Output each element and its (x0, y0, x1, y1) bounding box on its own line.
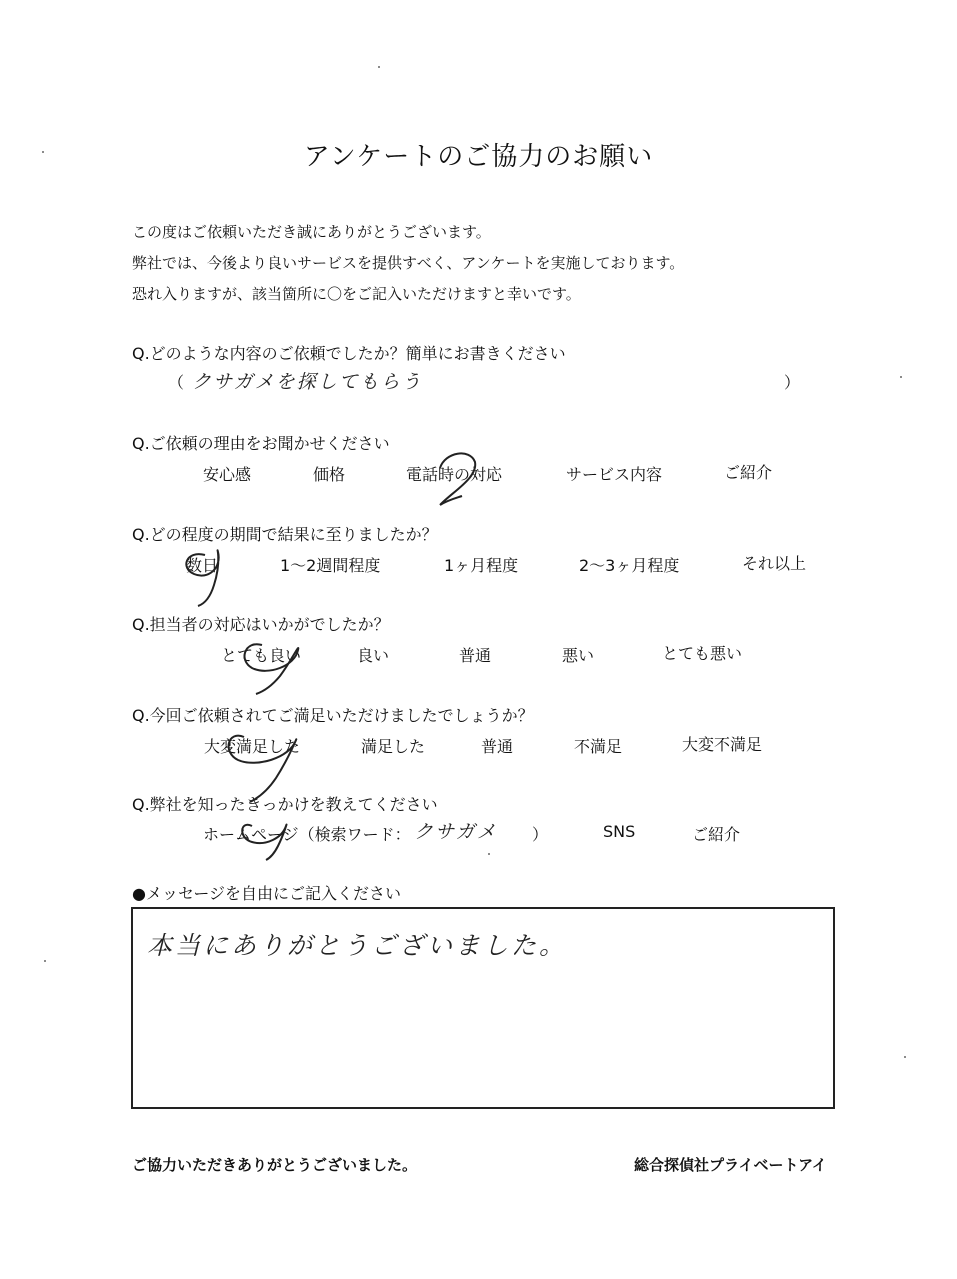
q2-option-5[interactable]: ご紹介 (724, 463, 773, 482)
question-3: Q.どの程度の期間で結果に至りましたか？ (132, 525, 438, 544)
q4-option-5[interactable]: とても悪い (662, 644, 743, 663)
q4-option-2[interactable]: 良い (357, 646, 390, 665)
question-5: Q.今回ご依頼されてご満足いただけましたでしょうか？ (132, 706, 534, 725)
q4-option-1[interactable]: とても良い (221, 646, 302, 665)
q2-option-2[interactable]: 価格 (313, 465, 346, 484)
q2-option-1[interactable]: 安心感 (203, 465, 252, 484)
q6-close-paren: ） (532, 825, 549, 844)
question-4: Q.担当者の対応はいかがでしたか？ (132, 615, 390, 634)
q5-option-4[interactable]: 不満足 (574, 737, 623, 756)
q5-option-1[interactable]: 大変満足した (204, 737, 301, 756)
message-heading: ●メッセージを自由にご記入ください (132, 884, 402, 903)
question-6: Q.弊社を知ったきっかけを教えてください (132, 795, 438, 814)
q5-option-5[interactable]: 大変不満足 (682, 735, 763, 754)
q1-handwritten-answer[interactable]: クサガメを探してもらう (192, 371, 423, 393)
q4-option-3[interactable]: 普通 (459, 646, 492, 665)
q5-option-3[interactable]: 普通 (481, 737, 514, 756)
q6-homepage-label[interactable]: ホームページ（検索ワード： (203, 825, 411, 844)
q2-option-4[interactable]: サービス内容 (566, 465, 663, 484)
q1-close-paren: ） (784, 373, 801, 392)
intro-line-2: 弊社では、今後より良いサービスを提供すべく、アンケートを実施しております。 (132, 254, 685, 272)
q6-option-sns[interactable]: SNS (603, 822, 636, 841)
question-1: Q.どのような内容のご依頼でしたか？簡単にお書きください (132, 344, 566, 363)
q6-search-word[interactable]: クサガメ (414, 821, 498, 843)
page-title: アンケートのご協力のお願い (303, 142, 654, 172)
q5-option-2[interactable]: 満足した (361, 737, 426, 756)
company-name: 総合探偵社プライベートアイ (634, 1156, 827, 1174)
q3-option-5[interactable]: それ以上 (742, 554, 807, 573)
q6-option-referral[interactable]: ご紹介 (692, 825, 741, 844)
q2-option-3[interactable]: 電話時の対応 (406, 465, 503, 484)
intro-line-3: 恐れ入りますが、該当箇所に〇をご記入いただけますと幸いです。 (132, 285, 581, 303)
q3-option-2[interactable]: 1～2週間程度 (280, 556, 381, 575)
message-handwritten-text[interactable]: 本当にありがとうございました。 (147, 931, 568, 960)
footer-thanks: ご協力いただきありがとうございました。 (132, 1156, 418, 1174)
q3-option-4[interactable]: 2～3ヶ月程度 (579, 556, 680, 575)
q4-option-4[interactable]: 悪い (562, 646, 595, 665)
intro-line-1: この度はご依頼いただき誠にありがとうございます。 (132, 223, 491, 241)
q3-option-3[interactable]: 1ヶ月程度 (444, 556, 519, 575)
question-2: Q.ご依頼の理由をお聞かせください (132, 434, 390, 453)
q3-option-1[interactable]: 数日 (186, 556, 219, 575)
q1-open-paren: （ (168, 373, 185, 392)
